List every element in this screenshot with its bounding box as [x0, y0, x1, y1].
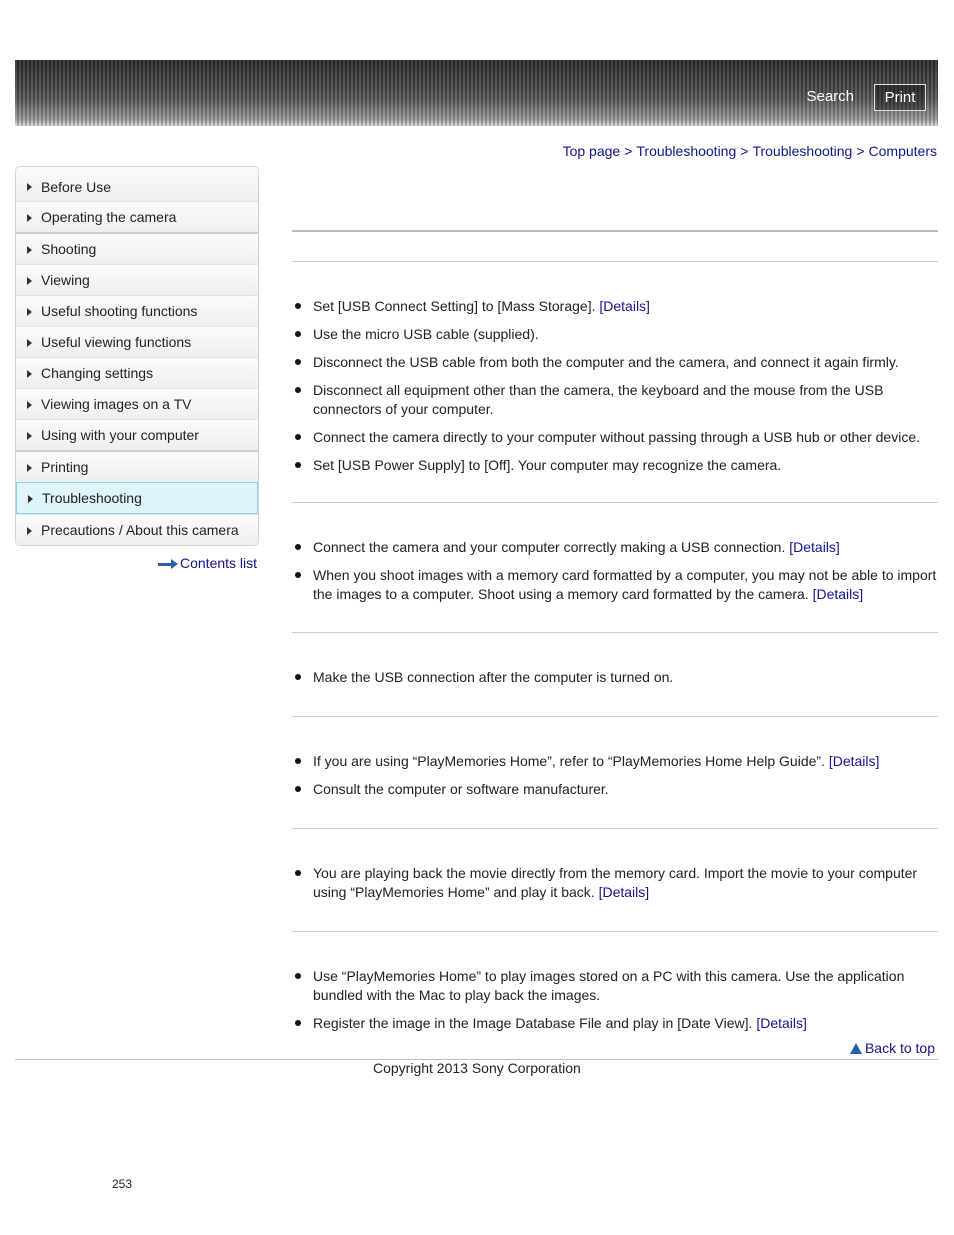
- chevron-right-icon: [27, 370, 32, 378]
- chevron-right-icon: [27, 308, 32, 316]
- bullet-text: Set [USB Connect Setting] to [Mass Storage].: [313, 298, 596, 314]
- details-link[interactable]: [Details]: [789, 539, 840, 555]
- details-link[interactable]: [Details]: [598, 883, 650, 900]
- sidebar-item-label: Shooting: [41, 241, 97, 257]
- list-item: [292, 538, 938, 557]
- section-divider: [292, 632, 938, 633]
- sidebar-item-label: Troubleshooting: [42, 490, 142, 506]
- breadcrumb-troubleshooting-sub[interactable]: Troubleshooting: [752, 143, 853, 159]
- section-2-list: [292, 538, 938, 613]
- list-item: [292, 864, 938, 901]
- section-divider: [292, 931, 938, 932]
- list-item: [292, 566, 938, 603]
- sidebar-item-before-use[interactable]: [16, 167, 258, 201]
- sidebar-item-label: Useful viewing functions: [41, 334, 192, 350]
- bullet-text: Consult the computer or software manufacturer.: [313, 781, 609, 797]
- details-link[interactable]: [Details]: [828, 753, 880, 769]
- list-item: [292, 428, 938, 447]
- chevron-right-icon: [27, 277, 32, 285]
- sidebar-item-shooting[interactable]: [16, 232, 258, 264]
- bullet-text: Set [USB Power Supply] to [Off]. Your computer may recognize the camera.: [313, 456, 782, 473]
- page-number: 253: [112, 1177, 133, 1191]
- sidebar-item-label: Using with your computer: [41, 427, 199, 443]
- back-to-top-label: Back to top: [864, 1040, 935, 1056]
- sidebar-item-label: Printing: [41, 459, 89, 475]
- section-3-list: [292, 668, 938, 696]
- chevron-right-icon: [27, 432, 32, 440]
- chevron-right-icon: [27, 464, 32, 472]
- list-item: [292, 297, 938, 316]
- bullet-text: Make the USB connection after the computer is turned on.: [313, 669, 674, 685]
- sidebar-item-using-with-computer[interactable]: [16, 419, 258, 450]
- chevron-right-icon: [28, 495, 33, 503]
- bullet-text: Disconnect all equipment other than the camera, the keyboard and the mouse from the USB connectors of your computer.: [313, 382, 884, 417]
- sidebar-item-viewing-images-on-tv[interactable]: [16, 388, 258, 419]
- list-item: [292, 1014, 938, 1033]
- title-divider: [292, 230, 938, 232]
- bullet-text: You are playing back the movie directly from the memory card. Import the movie to your computer using “PlayMemories Home” and play it back.: [313, 865, 918, 900]
- section-6-list: [292, 967, 938, 1042]
- chevron-right-icon: [27, 214, 32, 222]
- sidebar-item-label: Changing settings: [41, 365, 154, 381]
- arrow-up-icon: [850, 1043, 862, 1054]
- section-4-list: [292, 752, 938, 808]
- print-button[interactable]: Print: [874, 84, 926, 111]
- bullet-text: If you are using “PlayMemories Home”, refer to “PlayMemories Home Help Guide”.: [313, 753, 825, 769]
- list-item: [292, 381, 938, 418]
- breadcrumb: [563, 143, 937, 159]
- copyright-text: Copyright 2013 Sony Corporation: [373, 1060, 581, 1076]
- breadcrumb-top-page[interactable]: Top page: [562, 143, 621, 159]
- sidebar-item-precautions[interactable]: [16, 514, 258, 545]
- list-item: [292, 325, 938, 344]
- details-link[interactable]: [Details]: [812, 585, 864, 602]
- search-link[interactable]: Search: [806, 88, 854, 105]
- breadcrumb-troubleshooting[interactable]: Troubleshooting: [636, 143, 737, 159]
- section-divider: [292, 261, 938, 262]
- header-bar: [15, 60, 938, 126]
- contents-list-link[interactable]: [158, 555, 257, 571]
- chevron-right-icon: [27, 183, 32, 191]
- back-to-top-link[interactable]: [850, 1040, 935, 1056]
- list-item: [292, 967, 938, 1004]
- chevron-right-icon: [27, 401, 32, 409]
- breadcrumb-computers[interactable]: Computers: [868, 143, 937, 159]
- arrow-right-icon: [158, 559, 178, 569]
- section-divider: [292, 828, 938, 829]
- bullet-text: Connect the camera and your computer correctly making a USB connection.: [313, 539, 786, 555]
- sidebar-item-troubleshooting[interactable]: [16, 482, 258, 514]
- bullet-text: When you shoot images with a memory card formatted by a computer, you may not be able to import the images to a computer. Shoot using a memory card formatted by the camera.: [313, 567, 937, 602]
- sidebar-item-label: Precautions / About this camera: [41, 522, 239, 538]
- bullet-text: Connect the camera directly to your computer without passing through a USB hub or other device.: [313, 428, 920, 445]
- breadcrumb-separator: >: [624, 143, 633, 159]
- details-link[interactable]: [Details]: [756, 1014, 807, 1031]
- section-5-list: [292, 864, 938, 911]
- sidebar-item-viewing[interactable]: [16, 264, 258, 295]
- list-item: [292, 353, 938, 372]
- sidebar-item-label: Before Use: [41, 179, 112, 195]
- sidebar-nav: [15, 166, 259, 546]
- bullet-text: Use “PlayMemories Home” to play images stored on a PC with this camera. Use the application bundled with the Mac to play back the images.: [313, 968, 905, 1003]
- sidebar-item-label: Useful shooting functions: [41, 303, 198, 319]
- sidebar-item-label: Viewing: [41, 272, 90, 288]
- details-link[interactable]: [Details]: [599, 298, 650, 314]
- breadcrumb-separator: >: [856, 143, 865, 159]
- chevron-right-icon: [27, 339, 32, 347]
- list-item: [292, 668, 938, 687]
- sidebar-item-operating-the-camera[interactable]: [16, 201, 258, 232]
- sidebar-item-printing[interactable]: [16, 450, 258, 482]
- sidebar-item-useful-shooting-functions[interactable]: [16, 295, 258, 326]
- sidebar-item-changing-settings[interactable]: [16, 357, 258, 388]
- list-item: [292, 456, 938, 475]
- list-item: [292, 780, 938, 799]
- sidebar-item-label: Operating the camera: [41, 209, 177, 225]
- list-item: [292, 752, 938, 771]
- chevron-right-icon: [27, 527, 32, 535]
- section-1-list: [292, 297, 938, 484]
- section-divider: [292, 502, 938, 503]
- sidebar-item-useful-viewing-functions[interactable]: [16, 326, 258, 357]
- breadcrumb-separator: >: [740, 143, 749, 159]
- bullet-text: Disconnect the USB cable from both the computer and the camera, and connect it again firmly.: [313, 354, 899, 370]
- bullet-text: Use the micro USB cable (supplied).: [313, 326, 539, 342]
- contents-list-label: Contents list: [180, 555, 258, 571]
- bullet-text: Register the image in the Image Database File and play in [Date View].: [313, 1014, 753, 1031]
- chevron-right-icon: [27, 246, 32, 254]
- sidebar-item-label: Viewing images on a TV: [41, 396, 192, 412]
- section-divider: [292, 716, 938, 717]
